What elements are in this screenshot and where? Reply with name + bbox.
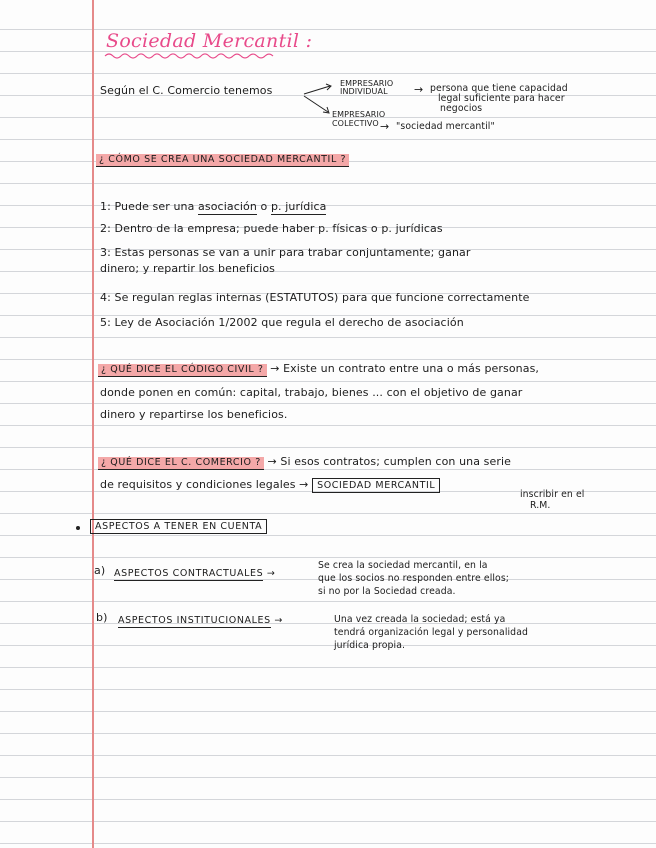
q1-item-3-line-2: dinero; y repartir los beneficios [100,262,275,275]
q1-heading [96,153,349,166]
q2-line-3: dinero y repartirse los beneficios. [100,408,288,421]
q1-item-3-line-1: 3: Estas personas se van a unir para trabar conjuntamente; ganar [100,246,471,259]
arrow-icon: → [274,615,283,626]
aspect-a-line-2: que los socios no responden entre ellos; [318,573,510,584]
q3-line-1 [98,455,511,469]
arrow-icon: → [380,120,390,133]
individual-desc-1: persona que tiene capacidad [430,83,568,94]
aspect-a-title-wrap [114,567,275,580]
aspect-b-title-wrap [118,614,283,627]
q2-line-1-text: Existe un contrato entre una o más personas, [283,362,540,375]
q2-heading: ¿ QUÉ DICE EL CÓDIGO CIVIL ? [98,364,267,377]
q3-line-2 [100,478,440,492]
empresario-colectivo-label: EMPRESARIO COLECTIVO [332,110,386,128]
q1-item-1 [100,200,326,213]
margin-line [92,0,94,848]
q1-item-1-pjuridica: p. jurídica [270,200,327,213]
q3-heading: ¿ QUÉ DICE EL C. COMERCIO ? [98,457,264,470]
q3-note-2: R.M. [530,500,551,511]
q1-item-1-mid: o [260,200,268,213]
aspect-a-title: ASPECTOS CONTRACTUALES [114,568,264,579]
bullet-dot [76,526,80,530]
aspect-b-title: ASPECTOS INSTITUCIONALES [118,615,271,626]
title-underline-squiggle [104,52,279,60]
aspects-heading-wrap [90,520,267,533]
intro-lead: Según el C. Comercio tenemos [100,84,273,97]
aspect-b-label: b) [96,611,108,624]
arrow-icon: → [267,455,281,468]
aspect-a-line-1: Se crea la sociedad mercantil, en la [318,560,488,571]
q3-note-1: inscribir en el [520,489,585,500]
q1-item-2: 2: Dentro de la empresa; puede haber p. físicas o p. jurídicas [100,222,443,235]
colectivo-desc: "sociedad mercantil" [396,121,495,132]
q2-line-1 [98,362,539,376]
aspect-b-line-3: jurídica propia. [334,640,406,651]
aspects-heading: ASPECTOS A TENER EN CUENTA [90,519,267,534]
individual-desc-2: legal suficiente para hacer [438,93,565,104]
individual-desc-3: negocios [440,103,483,114]
arrow-icon: → [266,568,276,579]
q1-item-5: 5: Ley de Asociación 1/2002 que regula el derecho de asociación [100,316,464,329]
page-title: Sociedad Mercantil : [106,30,313,52]
empresario-individual-label: EMPRESARIO INDIVIDUAL [340,79,394,96]
aspect-a-label: a) [94,564,106,577]
q1-heading-text: ¿ CÓMO SE CREA UNA SOCIEDAD MERCANTIL ? [96,154,349,167]
aspect-b-line-2: tendrá organización legal y personalidad [334,627,528,638]
q1-item-1-asociacion: asociación [198,200,257,213]
q1-item-4: 4: Se regulan reglas internas (ESTATUTOS) para que funcione correctamente [100,291,530,304]
q3-line-1-text: Si esos contratos; cumplen con una serie [280,455,511,468]
arrow-icon: → [414,83,424,96]
arrow-icon: → [299,478,313,491]
q2-line-2: donde ponen en común: capital, trabajo, bienes ... con el objetivo de ganar [100,386,523,399]
sociedad-mercantil-box: SOCIEDAD MERCANTIL [312,478,440,493]
aspect-a-line-3: si no por la Sociedad creada. [318,586,456,597]
aspect-b-line-1: Una vez creada la sociedad; está ya [334,614,506,625]
q3-line-2-text: de requisitos y condiciones legales [100,478,296,491]
q1-item-1-pre: 1: Puede ser una [100,200,195,213]
arrow-icon: → [270,362,284,375]
